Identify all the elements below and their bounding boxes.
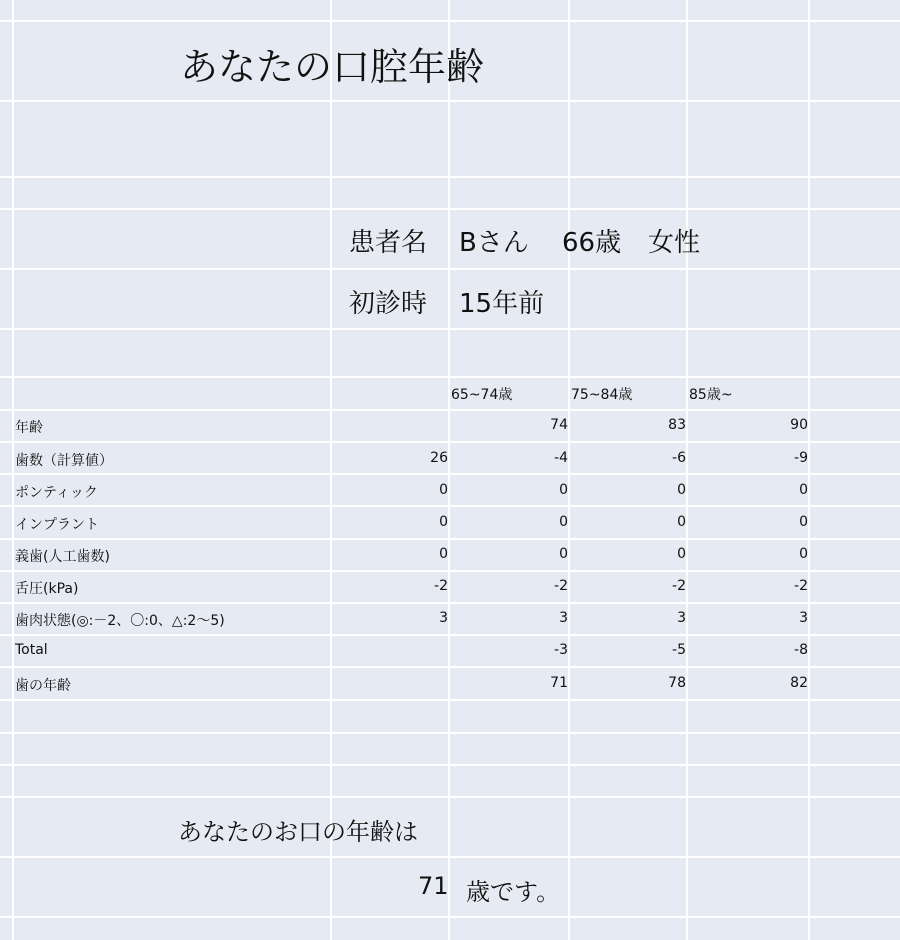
cell-65-74: -2 xyxy=(554,578,568,594)
grid-col-line xyxy=(330,0,332,940)
cell-75-84: -5 xyxy=(672,642,686,658)
grid-col-line xyxy=(12,0,14,940)
grid-row-line xyxy=(0,856,900,858)
patient-name: Bさん xyxy=(459,228,529,258)
patient-name-label: 患者名 xyxy=(349,228,428,258)
cell-85-plus: 0 xyxy=(799,482,808,498)
grid-row-line xyxy=(0,602,900,604)
row-label: 歯の年齢 xyxy=(15,678,71,694)
cell-65-74: 0 xyxy=(559,482,568,498)
grid-row-line xyxy=(0,409,900,411)
grid-col-line xyxy=(568,0,570,940)
grid-row-line xyxy=(0,20,900,22)
cell-85-plus: 90 xyxy=(790,417,808,433)
cell-75-84: -6 xyxy=(672,450,686,466)
header-85-plus: 85歳~ xyxy=(689,387,733,403)
grid-col-line xyxy=(686,0,688,940)
row-label: 歯数（計算値） xyxy=(15,453,113,469)
cell-85-plus: 0 xyxy=(799,514,808,530)
grid-row-line xyxy=(0,699,900,701)
cell-65-74: 3 xyxy=(559,610,568,626)
cell-base: 26 xyxy=(430,450,448,466)
row-label: 義歯(人工歯数) xyxy=(15,549,110,565)
row-label: 年齢 xyxy=(15,420,43,436)
grid-row-line xyxy=(0,100,900,102)
cell-85-plus: 3 xyxy=(799,610,808,626)
result-suffix: 歳です。 xyxy=(466,878,561,906)
cell-base: 3 xyxy=(439,610,448,626)
first-visit-value: 15年前 xyxy=(459,289,545,319)
grid-row-line xyxy=(0,732,900,734)
grid-row-line xyxy=(0,328,900,330)
cell-85-plus: 0 xyxy=(799,546,808,562)
grid-row-line xyxy=(0,473,900,475)
result-lead: あなたのお口の年齢は xyxy=(178,818,418,846)
grid-row-line xyxy=(0,505,900,507)
row-label: Total xyxy=(15,642,48,658)
cell-75-84: 0 xyxy=(677,514,686,530)
cell-85-plus: -8 xyxy=(794,642,808,658)
cell-85-plus: -9 xyxy=(794,450,808,466)
grid-col-line xyxy=(808,0,810,940)
cell-75-84: -2 xyxy=(672,578,686,594)
grid-row-line xyxy=(0,634,900,636)
cell-base: 0 xyxy=(439,514,448,530)
grid-row-line xyxy=(0,916,900,918)
grid-row-line xyxy=(0,764,900,766)
header-75-84: 75~84歳 xyxy=(571,387,633,403)
oral-age-value: 71 xyxy=(418,872,449,900)
cell-65-74: 0 xyxy=(559,514,568,530)
grid-row-line xyxy=(0,538,900,540)
patient-age: 66歳 xyxy=(562,228,622,258)
grid-row-line xyxy=(0,176,900,178)
grid-row-line xyxy=(0,666,900,668)
patient-sex: 女性 xyxy=(648,228,701,258)
cell-65-74: 71 xyxy=(550,675,568,691)
row-label: 歯肉状態(◎:－2、〇:0、△:2〜5) xyxy=(15,613,225,629)
cell-65-74: -4 xyxy=(554,450,568,466)
grid-row-line xyxy=(0,796,900,798)
cell-65-74: 74 xyxy=(550,417,568,433)
cell-85-plus: 82 xyxy=(790,675,808,691)
cell-75-84: 3 xyxy=(677,610,686,626)
grid-row-line xyxy=(0,570,900,572)
row-label: 舌圧(kPa) xyxy=(15,581,79,597)
cell-75-84: 78 xyxy=(668,675,686,691)
grid-row-line xyxy=(0,268,900,270)
cell-base: 0 xyxy=(439,482,448,498)
header-65-74: 65~74歳 xyxy=(451,387,513,403)
cell-75-84: 83 xyxy=(668,417,686,433)
grid-row-line xyxy=(0,441,900,443)
grid-row-line xyxy=(0,376,900,378)
row-label: インプラント xyxy=(15,517,99,533)
cell-65-74: -3 xyxy=(554,642,568,658)
cell-base: 0 xyxy=(439,546,448,562)
first-visit-label: 初診時 xyxy=(349,289,428,319)
grid-row-line xyxy=(0,208,900,210)
cell-75-84: 0 xyxy=(677,546,686,562)
grid-col-line xyxy=(448,0,450,940)
cell-85-plus: -2 xyxy=(794,578,808,594)
cell-75-84: 0 xyxy=(677,482,686,498)
cell-65-74: 0 xyxy=(559,546,568,562)
row-label: ポンティック xyxy=(15,485,98,501)
cell-base: -2 xyxy=(434,578,448,594)
page-title: あなたの口腔年齢 xyxy=(180,45,485,89)
